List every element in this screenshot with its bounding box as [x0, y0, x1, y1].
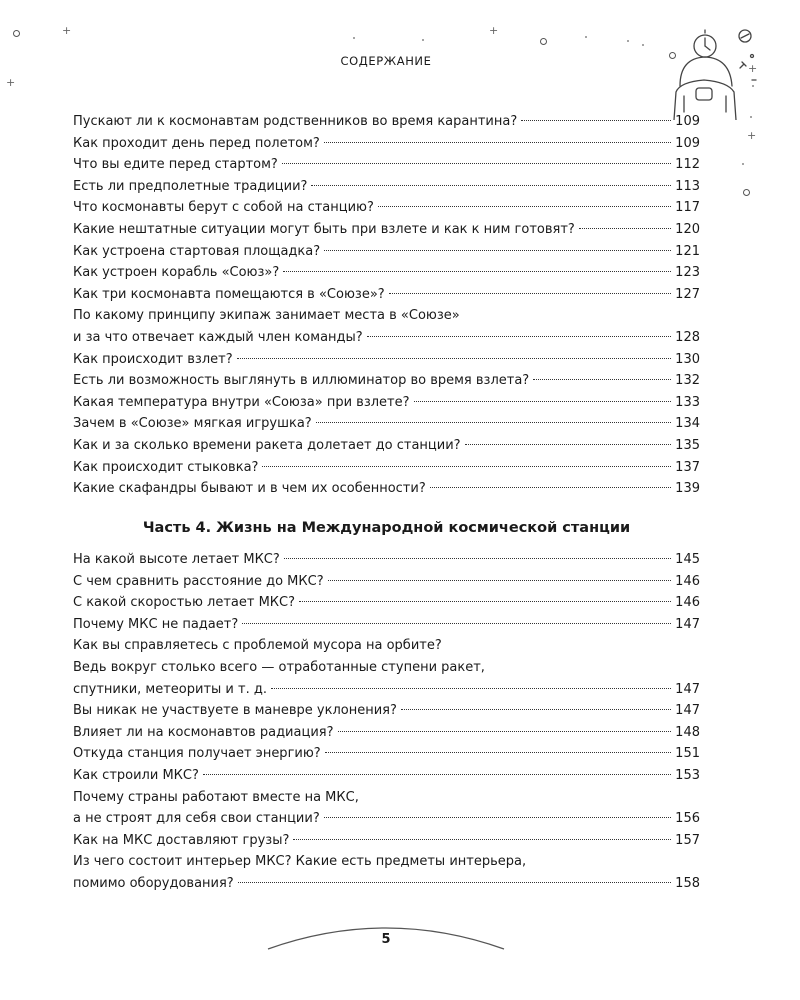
toc-entry	[73, 305, 700, 348]
leader-dots	[324, 817, 671, 818]
toc-entry	[73, 592, 700, 614]
toc-entry	[73, 787, 700, 830]
toc-entry-page: 146	[675, 595, 700, 611]
toc-entry-page: 145	[675, 552, 700, 567]
page-number: 5	[381, 932, 391, 947]
leader-dots	[378, 206, 671, 207]
toc-entry	[73, 413, 700, 435]
leader-dots	[203, 774, 671, 775]
toc-entry-title: и за что отвечает каждый член команды?	[73, 329, 363, 345]
toc-entry	[73, 571, 700, 593]
toc-entry-page: 147	[675, 616, 700, 632]
toc-entry-page: 157	[675, 832, 700, 848]
toc-entry-title: Что вы едите перед стартом?	[73, 157, 278, 173]
toc-entry-title-line: Из чего состоит интерьер МКС? Какие есть предметы интерьера,	[73, 854, 527, 870]
toc-entry-page: 151	[675, 746, 700, 762]
toc-entry	[73, 614, 700, 636]
leader-dots	[293, 839, 671, 840]
leader-dots	[325, 752, 671, 753]
dot-decoration	[742, 163, 744, 165]
leader-dots	[282, 163, 671, 164]
leader-dots	[242, 623, 671, 624]
leader-dots	[367, 336, 671, 337]
dot-decoration	[585, 36, 587, 38]
toc-entry-title-line: Почему страны работают вместе на МКС,	[73, 789, 359, 805]
toc-entry	[73, 262, 700, 284]
toc-entry	[73, 111, 700, 133]
toc-entry-title: Как происходит взлет?	[73, 351, 233, 367]
leader-dots	[237, 358, 672, 359]
toc-entry-page: 148	[675, 724, 700, 740]
toc-entry	[73, 349, 700, 371]
dot-decoration	[627, 40, 629, 42]
toc-entry	[73, 392, 700, 414]
toc-entry-page: 112	[675, 157, 700, 173]
toc-entry	[73, 743, 700, 765]
toc-entry-title: Как строили МКС?	[73, 767, 199, 783]
star-icon: +	[62, 24, 72, 37]
part-heading: Часть 4. Жизнь на Международной космической станции	[142, 520, 631, 536]
toc-entry-page: 137	[675, 459, 700, 475]
leader-dots	[283, 271, 671, 272]
toc-entry-page: 147	[675, 681, 700, 697]
toc-entry	[73, 700, 700, 722]
leader-dots	[271, 688, 671, 689]
star-icon: +	[747, 129, 757, 142]
toc-section	[73, 111, 700, 500]
toc-entry-page: 134	[675, 416, 700, 432]
leader-dots	[316, 422, 671, 423]
toc-entry-title: Как происходит стыковка?	[73, 459, 259, 475]
toc-entry-page: 120	[675, 221, 700, 237]
toc-entry-title: Есть ли возможность выглянуть в иллюминатор во время взлета?	[73, 373, 530, 389]
toc-entry-page: 156	[675, 811, 700, 827]
leader-dots	[579, 228, 671, 229]
toc-entry-title: С чем сравнить расстояние до МКС?	[73, 573, 324, 589]
toc-entry	[73, 478, 700, 500]
leader-dots	[430, 487, 671, 488]
toc-entry-title: помимо оборудования?	[73, 875, 234, 891]
leader-dots	[311, 185, 671, 186]
toc-entry-title: а не строят для себя свои станции?	[73, 811, 320, 827]
toc-entry-title: Как проходит день перед полетом?	[73, 135, 320, 151]
star-icon: +	[6, 76, 16, 89]
leader-dots	[328, 580, 672, 581]
toc-entry-page: 109	[675, 114, 700, 129]
toc-entry-title: спутники, метеориты и т. д.	[73, 681, 267, 697]
toc-entry-page: 135	[675, 437, 700, 453]
toc-entry-title: Как устроен корабль «Союз»?	[73, 265, 280, 281]
toc-entry-title-line: Ведь вокруг столько всего — отработанные ступени ракет,	[73, 659, 485, 675]
toc-entry-page: 132	[675, 373, 700, 389]
star-icon: +	[748, 62, 758, 75]
toc-entry-page: 127	[675, 286, 700, 302]
leader-dots	[324, 142, 671, 143]
toc-entry	[73, 765, 700, 787]
toc-entry	[73, 133, 700, 155]
ring-decoration	[540, 38, 547, 45]
toc-entry-page: 123	[675, 265, 700, 281]
leader-dots	[299, 601, 671, 602]
toc-entry-title: Какая температура внутри «Союза» при взлете?	[73, 394, 410, 410]
toc-entry-page: 139	[675, 481, 700, 497]
leader-dots	[389, 293, 672, 294]
toc-entry-title: Влияет ли на космонавтов радиация?	[73, 724, 334, 740]
toc-entry-title: Вы никак не участвуете в маневре уклонения?	[73, 703, 397, 719]
toc-entry	[73, 370, 700, 392]
toc-entry-title: Что космонавты берут с собой на станцию?	[73, 200, 374, 216]
toc-section	[73, 549, 700, 895]
toc-entry-title: Какие нештатные ситуации могут быть при взлете и как к ним готовят?	[73, 221, 575, 237]
toc-entry	[73, 435, 700, 457]
toc-entry	[73, 830, 700, 852]
toc-entry-page: 109	[675, 135, 700, 151]
toc-entry-page: 117	[675, 200, 700, 216]
toc-entry-title: Почему МКС не падает?	[73, 616, 239, 632]
toc-entry-page: 147	[675, 703, 700, 719]
toc-entry-title: Зачем в «Союзе» мягкая игрушка?	[73, 416, 312, 432]
dot-decoration	[422, 39, 424, 41]
toc-entry	[73, 219, 700, 241]
toc-entry	[73, 851, 700, 894]
page-title: СОДЕРЖАНИЕ	[340, 54, 432, 68]
toc-entry-title: С какой скоростью летает МКС?	[73, 595, 296, 611]
toc-entry-title: Как и за сколько времени ракета долетает до станции?	[73, 437, 461, 453]
toc-entry-page: 121	[675, 243, 700, 259]
leader-dots	[324, 250, 671, 251]
toc-entry-page: 158	[675, 875, 700, 891]
toc-entry-page: 153	[675, 767, 700, 783]
toc-entry-page: 130	[675, 351, 700, 367]
toc-entry-title: Есть ли предполетные традиции?	[73, 178, 308, 194]
toc-entry-page: 146	[675, 573, 700, 589]
toc-entry	[73, 549, 700, 571]
ring-decoration	[13, 30, 20, 37]
leader-dots	[401, 709, 671, 710]
toc-entry	[73, 284, 700, 306]
toc-entry-title: Откуда станция получает энергию?	[73, 746, 321, 762]
astronaut-helmet-icon	[670, 24, 762, 120]
leader-dots	[533, 379, 671, 380]
toc-entry	[73, 457, 700, 479]
leader-dots	[262, 466, 671, 467]
leader-dots	[414, 401, 672, 402]
leader-dots	[465, 444, 672, 445]
toc-entry	[73, 176, 700, 198]
toc-entry-title: Как устроена стартовая площадка?	[73, 243, 321, 259]
toc-entry-title: Пускают ли к космонавтам родственников во время карантина?	[73, 114, 518, 129]
toc-entry-title: Какие скафандры бывают и в чем их особенности?	[73, 481, 426, 497]
toc-entry-title: Как на МКС доставляют грузы?	[73, 832, 290, 848]
toc-entry-title-line: Как вы справляетесь с проблемой мусора на орбите?	[73, 638, 442, 654]
leader-dots	[238, 882, 671, 883]
toc-entry	[73, 635, 700, 700]
toc-entry-title-line: По какому принципу экипаж занимает места в «Союзе»	[73, 308, 460, 324]
toc-entry	[73, 154, 700, 176]
toc-entry-page: 128	[675, 329, 700, 345]
star-icon: +	[489, 24, 499, 37]
ring-decoration	[743, 189, 750, 196]
toc-entry	[73, 197, 700, 219]
toc-entry-title: Как три космонавта помещаются в «Союзе»?	[73, 286, 385, 302]
toc-entry-page: 133	[675, 394, 700, 410]
toc-entry	[73, 722, 700, 744]
toc-entry-page: 113	[675, 178, 700, 194]
leader-dots	[338, 731, 672, 732]
dot-decoration	[642, 44, 644, 46]
toc-entry-title: На какой высоте летает МКС?	[73, 552, 280, 567]
toc-entry	[73, 241, 700, 263]
leader-dots	[284, 558, 671, 559]
dot-decoration	[353, 37, 355, 39]
leader-dots	[521, 120, 671, 121]
